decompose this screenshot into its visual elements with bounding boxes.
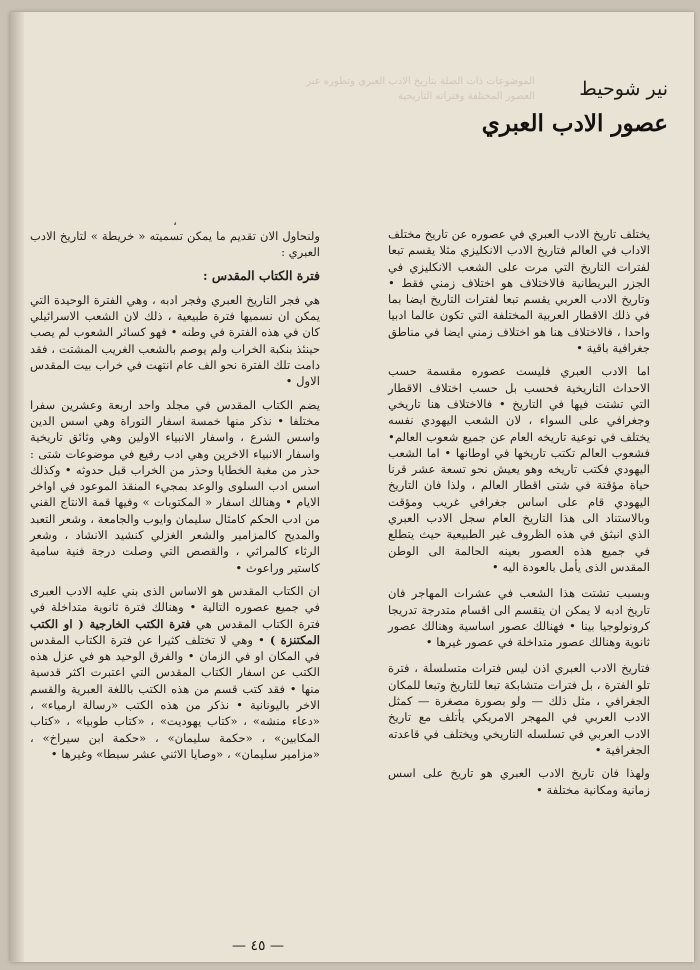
paragraph: يضم الكتاب المقدس في مجلد واحد اربعة وعشرين سفرا مختلفا • نذكر منها خمسة اسفار التوراة وهي اسس الدين واسس الشرع ، واسفار الانبياء الاولين وهي وثائق تاريخية واسفار الانبياء الاخرين وهي ادب رفيع في موضوعات شتى : حذر من مغبة الخطايا وحذر من الخراب قبل حدوثه • وكذلك اسس ادب السلوى والوعد بمجيء المنقذ الموعود في اواخر الايام • وهنالك اسفار « المكتوبات » وفيها قمة الانتاج الفني من ادب الحكم كامثال سليمان وايوب والجامعة ، وشعر التعبد والمديح كالمزامير والشعر الغزلي كنشيد الانشاد ، وشعر الرثاء كالمراثي ، والقصص التي وصلت درجة فنية سامية كاستير وراعوث • xyxy=(30,397,320,575)
bold-term: فترة الكتب الخارجية ( او الكتب المكتنزة ) xyxy=(30,616,320,647)
book-page xyxy=(10,12,694,962)
intro-paragraph: ولنحاول الان تقديم ما يمكن تسميته « خريطة » لتاريخ الادب العبري : xyxy=(30,229,320,260)
paragraph: فتاريخ الادب العبري اذن ليس فترات متسلسلة ، فترة تلو الفترة ، بل فترات متشابكة تبعا للتاريخ وتبعا للمكان الجغرافي ، مثل ذلك — ولو بصورة مصغرة — كمثل الادب العربي في المهجر الامريكي يأتلف مع تاريخ الادب العربي في تسلسله التاريخي ويختلف في قاعدته الجغرافية • xyxy=(388,661,650,757)
right-column xyxy=(388,226,650,805)
paragraph-text: • وهي لا تختلف كثيرا عن فترة الكتاب المقدس في المكان او في الزمان • والفرق الوحيد هو في عزل هذه الكتب عن اسفار الكتاب المقدس التي اعتبرت اكثر قدسية منها • فقد كتب قسم من هذه الكتب باللغة العبرية والقسم الاخر باليونانية • نذكر من هذه الكتب «رسالة ارمياء» ، «دعاء منشه» ، «كتاب يهوديت» ، «كتاب طوبيا» ، «كتاب المكابين» ، «حكمة سليمان» ، «حكمة ابن سيراخ» ، «مزامير سليمان» ، «وصايا الاثني عشر سبطا» وغيرها • xyxy=(30,632,320,761)
paragraph: يختلف تاريخ الادب العبري في عصوره عن تاريخ مختلف الاداب في العالم فتاريخ الادب الانكليزي مثلا يقسم تبعا لفترات التاريخ التي مرت على الشعب الانكليزي في الجزر البريطانية فالاختلاف هو اختلاف زمني فقط • وتاريخ الادب العربي يقسم تبعا لفترات التاريخ ايضا بما في ذلك الاقطار العربية المختلفة التي تكون عالما ادبيا واحدا ، فالاختلاف هنا هو اختلاف زمني ايضا في مناطق جغرافية باقية • xyxy=(388,227,650,356)
section-heading: فترة الكتاب المقدس : xyxy=(202,267,320,283)
paragraph: ولهذا فان تاريخ الادب العبري هو تاريخ على اسس زمانية ومكانية مختلفة • xyxy=(388,766,650,797)
author-name: نير شوحيط xyxy=(579,78,668,100)
page-number: — ٤٥ — xyxy=(232,938,284,954)
article-title: عصور الادب العبري xyxy=(481,110,668,137)
bleed-through-text: الموضوعات ذات الصلة بتاريخ الادب العبري وتطوره عبر العصور المختلفة وفتراته التاريخية xyxy=(306,76,535,102)
paragraph xyxy=(30,583,320,762)
paragraph-text: ان الكتاب المقدس هو الاساس الذى بني عليه الادب العبرى في جميع عصوره التالية • وهنالك فترة ثانوية متداخلة في فترة الكتاب المقدس هي xyxy=(30,583,321,631)
stray-comma: ، xyxy=(173,214,177,228)
paragraph: وبسبب تشتت هذا الشعب في عشرات المهاجر فان تاريخ ادبه لا يمكن ان يتقسم الى اقسام متدرجة تدريجا كرونولوجيا بينا • فهنالك عصور اساسية وهنالك عصور ثانوية وهنالك عصور متداخلة في عصور غيرها • xyxy=(388,586,650,650)
page-binding xyxy=(10,12,24,962)
paragraph: هي فجر التاريخ العبري وفجر ادبه ، وهي الفترة الوحيدة التي يمكن ان نسميها فترة طبيعية ، ذلك لان الشعب الاسرائيلي كان في هذه الفترة في وطنه • فهو كسائر الشعوب لم يصب حينئذ بنكبة الخراب ولم يوصم بالشعب الغريب المشتت ، فقد دامت تلك الفترة نحو الف عام انتهت في خراب بيت المقدس الاول • xyxy=(30,292,320,389)
left-column xyxy=(30,216,320,769)
paragraph: اما الادب العبري فليست عصوره مقسمة حسب الاحداث التاريخية فحسب بل حسب اختلاف الاقطار التي تشتت فيها في التاريخ • فالاختلاف هنا تاريخي وجغرافي على السواء ، لان الشعب اليهودي نفسه يختلف في نوعية تاريخه العام عن جميع شعوب العالم• فشعوب العالم تكتب تاريخها في اوطانها • اما الشعب اليهودي فكتب تاريخه وهو يعيش نحو تسعة عشر قرنا حياة مؤقتة في شتى اقطار العالم ، ولذا فان التاريخ اليهودي قام على اساس جغرافي غريب ومؤقت وبالاستناد الى هذا التاريخ العام سجل الادب العبري الذي انبثق في هذه الظروف غير الطبيعية حيث يتطلع في جميع هذه العصور بعينه الحالمة الى الوطن المقدس الذى يأمل بالعودة اليه • xyxy=(388,364,650,574)
